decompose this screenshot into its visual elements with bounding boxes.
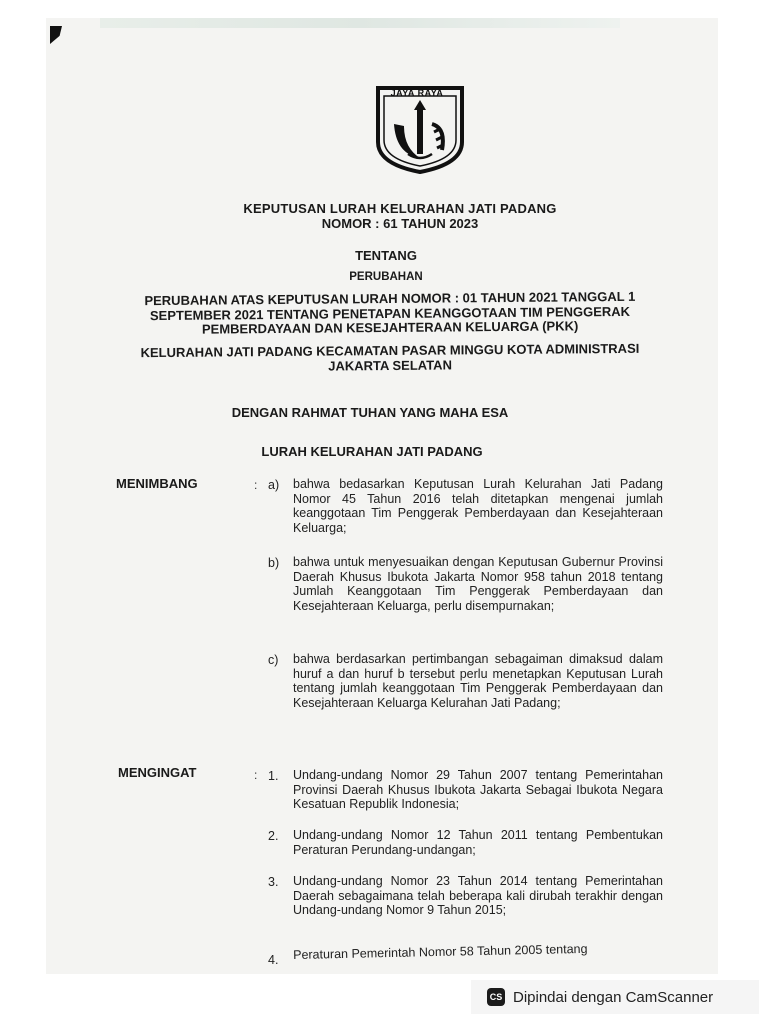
camscanner-text: Dipindai dengan CamScanner [513,988,714,1006]
mengingat-item-1: Undang-undang Nomor 29 Tahun 2007 tentang Pemerintahan Provinsi Daerah Khusus Ibukota Jakarta Sebagai Ibukota Negara Kesatuan Republik Indonesia; [293,768,663,812]
logo-text: JAYA RAYA [390,88,444,98]
scan-smudge [100,18,620,28]
camscanner-watermark [471,980,759,1014]
mengingat-marker-3: 3. [268,875,279,889]
menimbang-marker-a: a) [268,478,280,492]
mengingat-item-3: Undang-undang Nomor 23 Tahun 2014 tentang Pemerintahan Daerah sebagaimana telah beberapa kali dirubah terakhir dengan Undang-undang Nomor 9 Tahun 2015; [293,874,663,918]
mengingat-item-4: Peraturan Pemerintah Nomor 58 Tahun 2005 tentang [293,941,588,962]
tentang-heading: TENTANG [355,248,417,263]
mengingat-item-2: Undang-undang Nomor 12 Tahun 2011 tentang Pembentukan Peraturan Perundang-undangan; [293,828,663,857]
rahmat-line: DENGAN RAHMAT TUHAN YANG MAHA ESA [231,405,509,420]
menimbang-colon: : [254,478,258,492]
mengingat-colon: : [254,768,258,782]
perubahan-heading: PERUBAHAN [349,271,423,283]
mengingat-marker-1: 1. [268,769,279,783]
menimbang-marker-c: c) [268,653,279,667]
camscanner-icon: CS [487,988,505,1006]
lurah-line: LURAH KELURAHAN JATI PADANG [261,444,483,459]
menimbang-item-b: bahwa untuk menyesuaikan dengan Keputusan Gubernur Provinsi Daerah Khusus Ibukota Jakarta Nomor 958 tahun 2018 tentang Jumlah Keanggotaan Tim Penggerak Pemberdayaan dan Kesejahteraan Keluarga, perlu disempurnakan; [293,555,663,613]
menimbang-item-c: bahwa berdasarkan pertimbangan sebagaiman dimaksud dalam huruf a dan huruf b tersebut perlu menetapkan Keputusan Lurah tentang jumlah keanggotaan Tim Penggerak Pemberdayaan dan Kesejahteraan Keluarga Kelurahan Jati Padang; [293,652,663,710]
menimbang-item-a: bahwa bedasarkan Keputusan Lurah Kelurahan Jati Padang Nomor 45 Tahun 2016 telah ditetapkan mengenai jumlah keanggotaan Tim Penggerak Pemberdayaan dan Kesejahteraan Keluarga; [293,477,663,535]
mengingat-marker-2: 2. [268,829,279,843]
decree-subject: PERUBAHAN ATAS KEPUTUSAN LURAH NOMOR : 01 TAHUN 2021 TANGGAL 1 SEPTEMBER 2021 TENTANG PENETAPAN KEANGGOTAAN TIM PENGGERAK PEMBERDAYAAN DAN KESEJAHTERAAN KELUARGA (PKK) [144,288,636,337]
decree-title: KEPUTUSAN LURAH KELURAHAN JATI PADANG [243,201,557,216]
mengingat-label: MENGINGAT [118,765,197,780]
mengingat-marker-4: 4. [268,953,279,967]
menimbang-label: MENIMBANG [116,476,198,491]
decree-number: NOMOR : 61 TAHUN 2023 [321,216,479,231]
decree-location: KELURAHAN JATI PADANG KECAMATAN PASAR MINGGU KOTA ADMINISTRASI JAKARTA SELATAN [140,340,640,374]
menimbang-marker-b: b) [268,556,280,570]
